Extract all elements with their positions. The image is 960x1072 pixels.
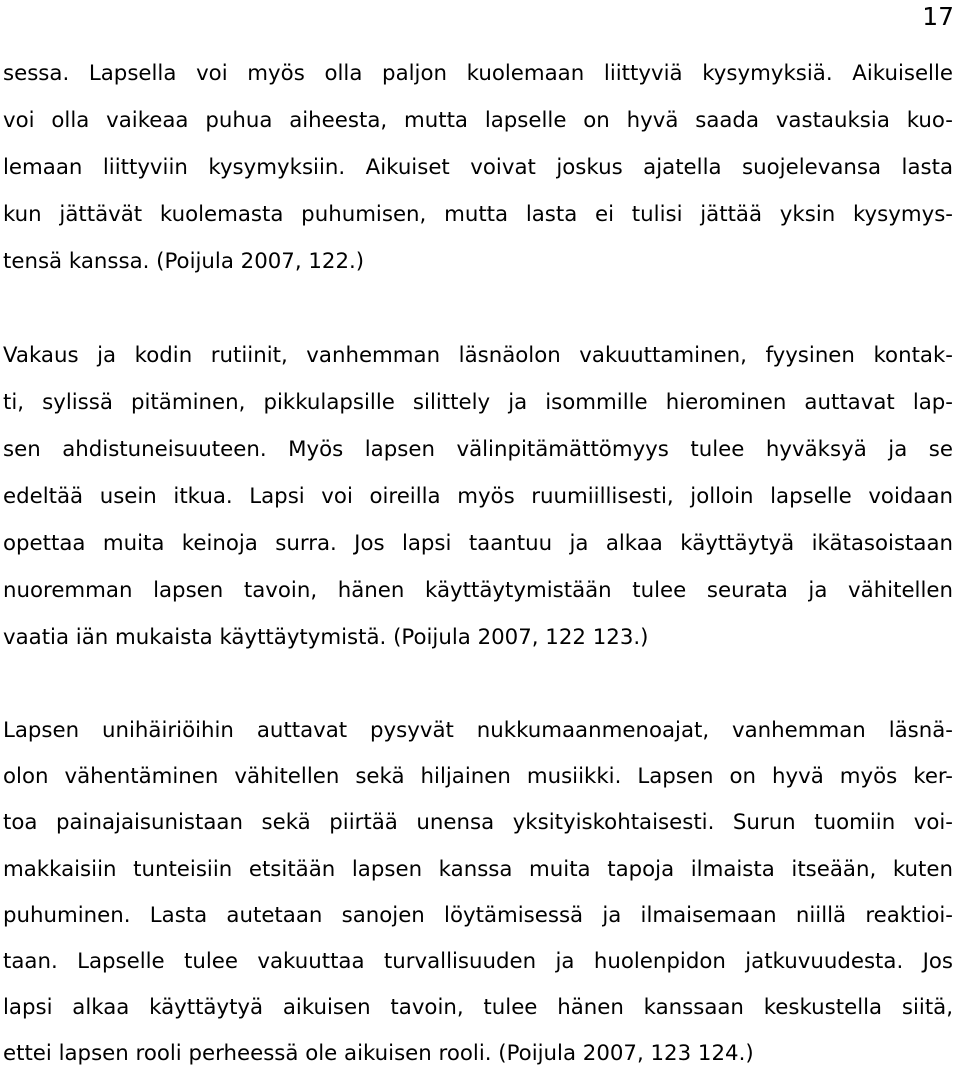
text-line: puhuminen. Lasta autetaan sanojen löytämisessä ja ilmaisemaan niillä reaktioi- [3, 903, 953, 928]
text-line: voi olla vaikeaa puhua aiheesta, mutta lapselle on hyvä saada vastauksia kuo- [3, 108, 953, 133]
text-line: vaatia iän mukaista käyttäytymistä. (Poijula 2007, 122 123.) [3, 625, 649, 650]
text-line: Vakaus ja kodin rutiinit, vanhemman läsnäolon vakuuttaminen, fyysinen kontak- [3, 343, 953, 368]
text-line: Lapsen unihäiriöihin auttavat pysyvät nukkumaanmenoajat, vanhemman läsnä- [3, 718, 953, 743]
text-line: edeltää usein itkua. Lapsi voi oireilla myös ruumiillisesti, jolloin lapselle voidaan [3, 484, 953, 509]
text-line: sessa. Lapsella voi myös olla paljon kuolemaan liittyviä kysymyksiä. Aikuiselle [3, 61, 953, 86]
text-line: ti, sylissä pitäminen, pikkulapsille silittely ja isommille hierominen auttavat lap- [3, 390, 953, 415]
text-line: nuoremman lapsen tavoin, hänen käyttäytymistään tulee seurata ja vähitellen [3, 578, 953, 603]
page-number: 17 [922, 2, 954, 31]
text-line: taan. Lapselle tulee vakuuttaa turvallisuuden ja huolenpidon jatkuvuudesta. Jos [3, 949, 953, 974]
text-line: lemaan liittyviin kysymyksiin. Aikuiset voivat joskus ajatella suojelevansa lasta [3, 155, 953, 180]
text-line: lapsi alkaa käyttäytyä aikuisen tavoin, tulee hänen kanssaan keskustella siitä, [3, 995, 953, 1020]
text-line: opettaa muita keinoja surra. Jos lapsi taantuu ja alkaa käyttäytyä ikätasoistaan [3, 531, 953, 556]
text-line: makkaisiin tunteisiin etsitään lapsen kanssa muita tapoja ilmaista itseään, kuten [3, 857, 953, 882]
text-line: toa painajaisunistaan sekä piirtää unensa yksityiskohtaisesti. Surun tuomiin voi- [3, 810, 953, 835]
text-line: olon vähentäminen vähitellen sekä hiljainen musiikki. Lapsen on hyvä myös ker- [3, 764, 953, 789]
text-line: ettei lapsen rooli perheessä ole aikuisen rooli. (Poijula 2007, 123 124.) [3, 1041, 754, 1066]
text-line: tensä kanssa. (Poijula 2007, 122.) [3, 249, 365, 274]
text-line: kun jättävät kuolemasta puhumisen, mutta lasta ei tulisi jättää yksin kysymys- [3, 202, 953, 227]
text-line: sen ahdistuneisuuteen. Myös lapsen välinpitämättömyys tulee hyväksyä ja se [3, 437, 953, 462]
